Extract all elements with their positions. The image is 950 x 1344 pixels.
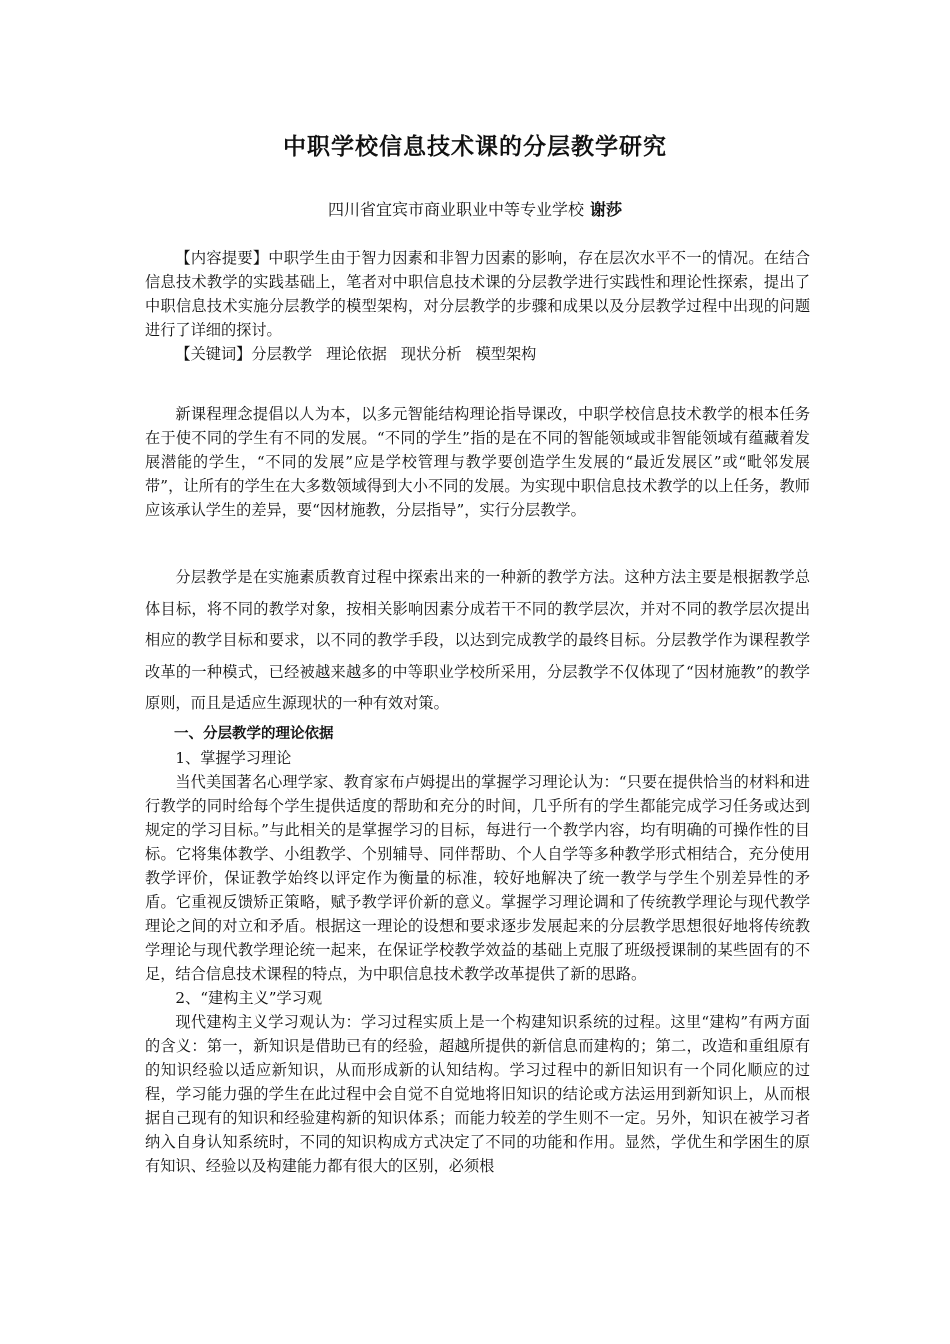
author-name: 谢莎 bbox=[590, 200, 623, 219]
intro-paragraph-1: 新课程理念提倡以人为本，以多元智能结构理论指导课改，中职学校信息技术教学的根本任务在于使不同的学生有不同的发展。“不同的学生”指的是在不同的智能领域或非智能领域有蕴藏着发展潜能的学生，“不同的发展”应是学校管理与教学要创造学生发展的“最近发展区”或“毗邻发展带”，让所有的学生在大多数领域得到大小不同的发展。为实现中职信息技术教学的以上任务，教师应该承认学生的差异，要“因材施教，分层指导”，实行分层教学。 bbox=[145, 405, 810, 519]
subsection-heading-1: 1、掌握学习理论 bbox=[175, 749, 292, 767]
section-heading-1: 一、分层教学的理论依据 bbox=[174, 726, 334, 742]
paper-title: 中职学校信息技术课的分层教学研究 bbox=[283, 134, 667, 160]
keyword-4: 模型架构 bbox=[475, 345, 537, 363]
intro-block bbox=[145, 402, 810, 522]
keywords-line bbox=[145, 342, 810, 366]
subsection-heading-2: 2、“建构主义”学习观 bbox=[175, 989, 323, 1007]
subsection-1-paragraph: 当代美国著名心理学家、教育家布卢姆提出的掌握学习理论认为：“只要在提供恰当的材料和进行教学的同时给每个学生提供适度的帮助和充分的时间，几乎所有的学生都能完成学习任务或达到规定的学习目标。”与此相关的是掌握学习的目标，每进行一个教学内容，均有明确的可操作性的目标。它将集体教学、小组教学、个别辅导、同伴帮助、个人自学等多种教学形式相结合，充分使用教学评价，保证教学始终以评定作为衡量的标准，较好地解决了统一教学与学生个别差异性的矛盾。它重视反馈矫正策略，赋予教学评价新的意义。掌握学习理论调和了传统教学理论与现代教学理论之间的对立和矛盾。根据这一理论的设想和要求逐步发展起来的分层教学思想很好地将传统教学理论与现代教学理论统一起来，在保证学校教学效益的基础上克服了班级授课制的某些固有的不足，结合信息技术课程的特点，为中职信息技术教学改革提供了新的思路。 bbox=[145, 773, 810, 983]
author-line bbox=[0, 197, 950, 220]
abstract-paragraph: 【内容提要】中职学生由于智力因素和非智力因素的影响，存在层次水平不一的情况。在结合信息技术教学的实践基础上，笔者对中职信息技术课的分层教学进行实践性和理论性探索，提出了中职信息技术实施分层教学的模型架构，对分层教学的步骤和成果以及分层教学过程中出现的问题进行了详细的探讨。 bbox=[145, 249, 810, 339]
keyword-2: 理论依据 bbox=[326, 345, 387, 363]
keyword-3: 现状分析 bbox=[400, 345, 462, 363]
intro-block-2 bbox=[145, 562, 810, 720]
section-1-block bbox=[145, 722, 810, 1178]
author-organization: 四川省宜宾市商业职业中等专业学校 bbox=[327, 200, 584, 219]
keywords-label: 【关键词】 bbox=[175, 345, 252, 363]
intro-paragraph-2: 分层教学是在实施素质教育过程中探索出来的一种新的教学方法。这种方法主要是根据教学总体目标，将不同的教学对象，按相关影响因素分成若干不同的教学层次，并对不同的教学层次提出相应的教学目标和要求，以不同的教学手段，以达到完成教学的最终目标。分层教学作为课程教学改革的一种模式，已经被越来越多的中等职业学校所采用，分层教学不仅体现了“因材施教”的教学原则，而且是适应生源现状的一种有效对策。 bbox=[145, 568, 810, 712]
keyword-1: 分层教学 bbox=[251, 345, 313, 363]
abstract-block bbox=[145, 246, 810, 366]
subsection-2-paragraph: 现代建构主义学习观认为：学习过程实质上是一个构建知识系统的过程。这里“建构”有两方面的含义：第一，新知识是借助已有的经验，超越所提供的新信息而建构的；第二，改造和重组原有的知识经验以适应新知识，从而形成新的认知结构。学习过程中的新旧知识有一个同化顺应的过程，学习能力强的学生在此过程中会自觉不自觉地将旧知识的结论或方法运用到新知识上，从而根据自己现有的知识和经验建构新的知识体系；而能力较差的学生则不一定。另外，知识在被学习者纳入自身认知系统时，不同的知识构成方式决定了不同的功能和作用。显然，学优生和学困生的原有知识、经验以及构建能力都有很大的区别，必须根 bbox=[145, 1013, 810, 1175]
